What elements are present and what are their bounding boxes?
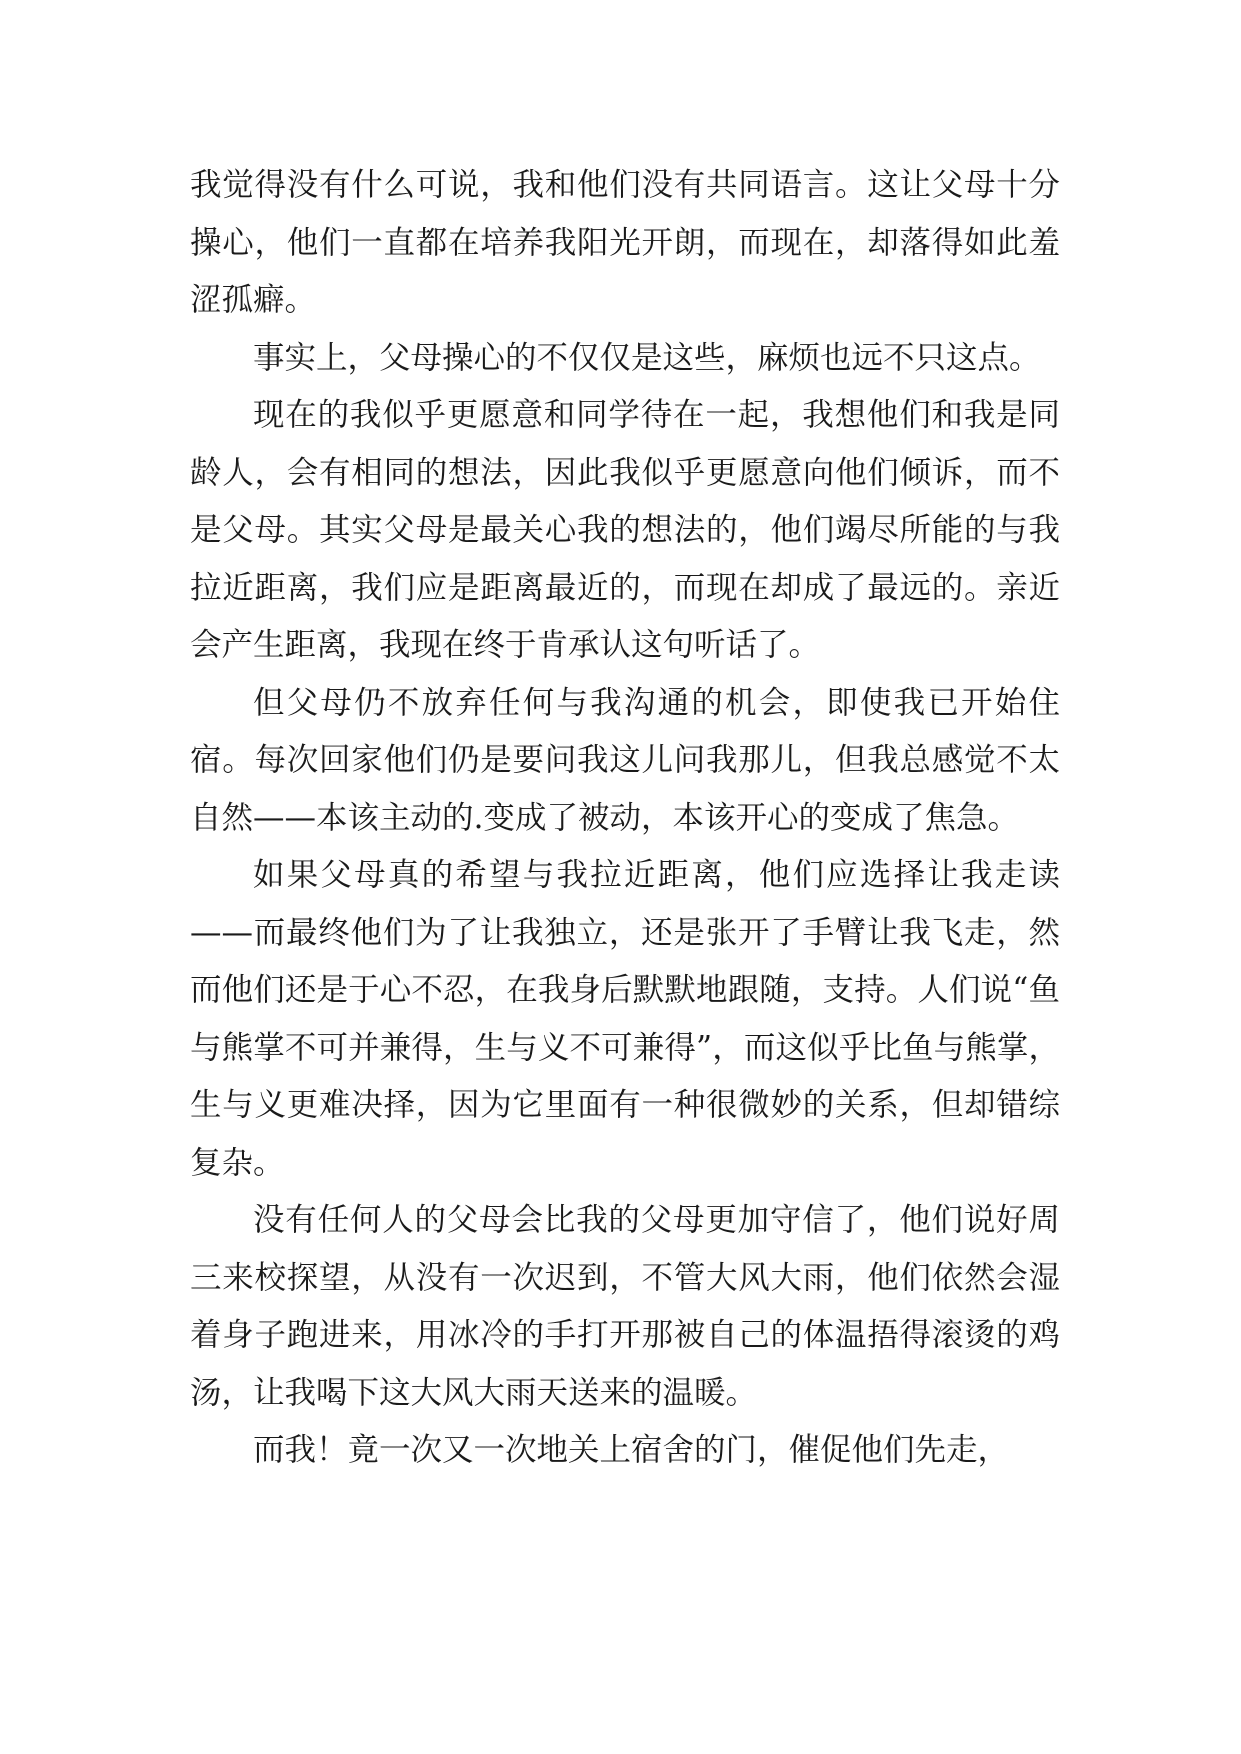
paragraph: 而我！竟一次又一次地关上宿舍的门，催促他们先走， <box>253 1432 1010 1468</box>
paragraph: 我觉得没有什么可说，我和他们没有共同语言。这让父母十分操心，他们一直都在培养我阳光开朗，而现在，却落得如此羞涩孤癖。 <box>190 167 1060 318</box>
paragraph: 事实上，父母操心的不仅仅是这些，麻烦也远不只这点。 <box>253 339 1041 376</box>
document-body <box>190 157 1060 1480</box>
paragraph: 但父母仍不放弃任何与我沟通的机会，即使我已开始住宿。每次回家他们仍是要问我这儿问我那儿，但我总感觉不太自然——本该主动的.变成了被动，本该开心的变成了焦急。 <box>190 684 1060 836</box>
paragraph: 如果父母真的希望与我拉近距离，他们应选择让我走读——而最终他们为了让我独立，还是张开了手臂让我飞走，然而他们还是于心不忍，在我身后默默地跟随，支持。人们说“鱼与熊掌不可并兼得，生与义不可兼得”，而这似乎比鱼与熊掌，生与义更难决择，因为它里面有一种很微妙的关系，但却错综复杂。 <box>190 857 1060 1181</box>
paragraph: 现在的我似乎更愿意和同学待在一起，我想他们和我是同龄人，会有相同的想法，因此我似乎更愿意向他们倾诉，而不是父母。其实父母是最关心我的想法的，他们竭尽所能的与我拉近距离，我们应是距离最近的，而现在却成了最远的。亲近会产生距离，我现在终于肯承认这句听话了。 <box>190 397 1060 663</box>
paragraph: 没有任何人的父母会比我的父母更加守信了，他们说好周三来校探望，从没有一次迟到，不管大风大雨，他们依然会湿着身子跑进来，用冰冷的手打开那被自己的体温捂得滚烫的鸡汤，让我喝下这大风大雨天送来的温暖。 <box>190 1202 1060 1411</box>
